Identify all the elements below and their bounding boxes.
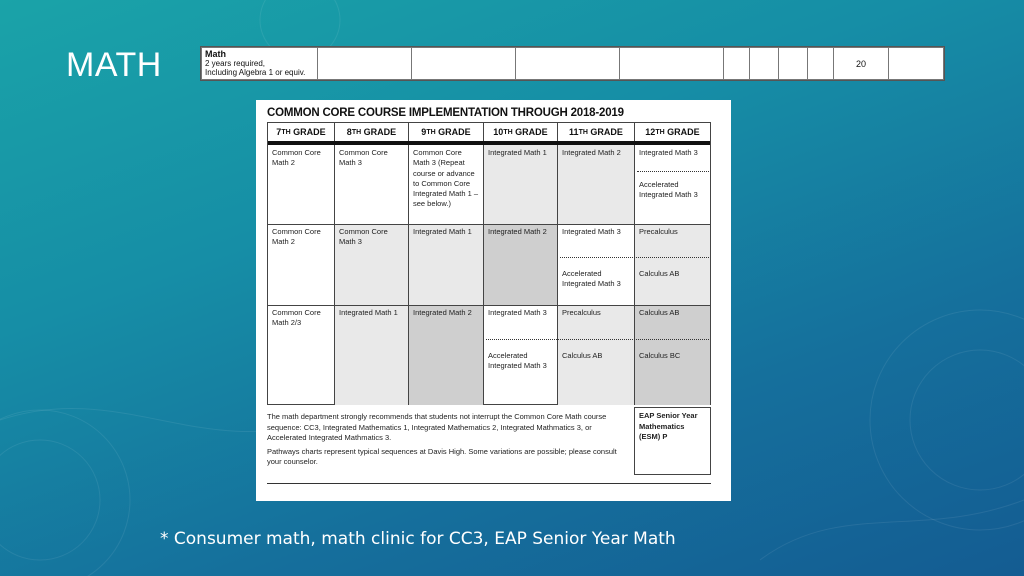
course-cell: Precalculus <box>562 308 601 317</box>
course-cell: Common Core Math 3 (Repeat course or advance to Common Core Integrated Math 1 – see below.) <box>413 148 479 209</box>
course-cell: Common Core Math 3 <box>339 227 388 247</box>
requirement-table <box>200 46 945 81</box>
requirement-cell <box>779 48 808 80</box>
requirement-cell <box>620 48 724 80</box>
slide-title: MATH <box>66 46 162 84</box>
department-note <box>267 412 627 471</box>
course-cell: Integrated Math 2 <box>488 227 547 236</box>
requirement-cell <box>724 48 750 80</box>
grade-header-11: 11 TH GRADE <box>558 123 635 141</box>
dotted-divider <box>486 339 709 340</box>
course-cell: Integrated Math 3 <box>562 227 621 236</box>
requirement-line2: Including Algebra 1 or equiv. <box>205 68 306 77</box>
note-sequence: The math department strongly recommends that students not interrupt the Common Core Math course sequence: CC3, Integrated Mathematics 1, Integrated Mathematics 2, Integrated Mathmatics 3, or Accelerated Integrated Mathmatics 3. <box>267 412 607 442</box>
course-cell: Common Core Math 3 <box>339 148 388 168</box>
grid-column <box>335 145 409 405</box>
requirement-cell <box>318 48 412 80</box>
document-bottom-rule <box>267 483 711 484</box>
grade-header-9: 9 TH GRADE <box>409 123 484 141</box>
course-cell: Integrated Math 2 <box>413 308 472 317</box>
requirement-cell <box>750 48 779 80</box>
requirement-cell <box>516 48 620 80</box>
course-cell: Calculus AB <box>639 308 680 317</box>
dotted-divider <box>560 257 709 258</box>
grade-header-10: 10 TH GRADE <box>484 123 558 141</box>
requirement-line1: 2 years required, <box>205 59 266 68</box>
course-cell-alternate: Accelerated Integrated Math 3 <box>488 351 547 371</box>
course-cell: Common Core Math 2 <box>272 148 321 168</box>
course-cell-alternate: Accelerated Integrated Math 3 <box>562 269 621 289</box>
requirement-label <box>202 48 318 80</box>
dotted-divider <box>637 171 709 172</box>
grade-header-7: 7 TH GRADE <box>268 123 335 141</box>
requirement-subject: Math <box>205 49 226 59</box>
course-cell-alternate: Calculus BC <box>639 351 681 360</box>
note-pathways: Pathways charts represent typical sequences at Davis High. Some variations are possible; please consult your counselor. <box>267 446 617 466</box>
course-cell-alternate: Calculus AB <box>562 351 603 360</box>
grade-header-12: 12 TH GRADE <box>645 127 700 137</box>
course-cell: Common Core Math 2/3 <box>272 308 321 328</box>
requirement-credits: 20 <box>834 48 889 80</box>
course-cell: Integrated Math 1 <box>339 308 398 317</box>
course-cell: Integrated Math 3 <box>488 308 547 317</box>
grade-header-8: 8 TH GRADE <box>335 123 409 141</box>
slide-footnote: * Consumer math, math clinic for CC3, EAP Senior Year Math <box>160 529 676 549</box>
requirement-cell <box>889 48 944 80</box>
requirement-cell <box>412 48 516 80</box>
grade-header-row <box>268 123 710 145</box>
course-cell: Integrated Math 1 <box>413 227 472 236</box>
esm-course-box: EAP Senior Year Mathematics (ESM) P <box>634 407 711 475</box>
course-cell: Common Core Math 2 <box>272 227 321 247</box>
course-cell-alternate: Calculus AB <box>639 269 680 278</box>
course-cell: Integrated Math 2 <box>562 148 621 157</box>
course-cell: Integrated Math 1 <box>488 148 547 157</box>
pathway-grid <box>267 122 711 405</box>
course-cell-alternate: Accelerated Integrated Math 3 <box>639 180 698 200</box>
grid-column <box>268 145 335 405</box>
requirement-cell <box>808 48 834 80</box>
pathway-document-image <box>256 100 731 501</box>
course-cell: Precalculus <box>639 227 678 236</box>
document-title: COMMON CORE COURSE IMPLEMENTATION THROUGH 2018-2019 <box>267 107 624 119</box>
course-cell: Integrated Math 3 <box>639 148 698 157</box>
